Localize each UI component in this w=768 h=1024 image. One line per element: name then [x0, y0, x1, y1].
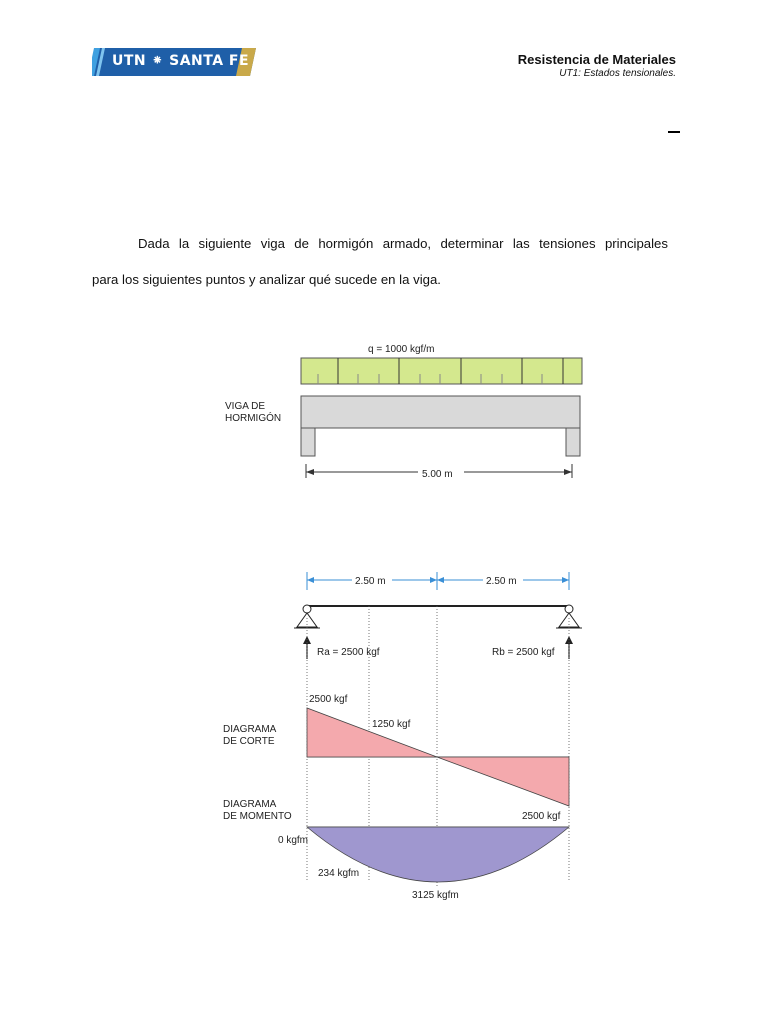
right-column — [566, 428, 580, 456]
dash-mark — [668, 131, 680, 133]
shear-title-line-2: DE CORTE — [223, 736, 275, 747]
document-title: Resistencia de Materiales — [517, 52, 676, 67]
moment-title-line-1: DIAGRAMA — [223, 799, 277, 810]
distributed-load-block — [301, 358, 582, 384]
moment-zero-value: 0 kgfm — [278, 835, 309, 846]
shear-left-value: 2500 kgf — [309, 694, 348, 705]
left-column — [301, 428, 315, 456]
beam-load-figure — [222, 336, 590, 484]
paragraph-line-1: Dada la siguiente viga de hormigón armado, determinar las tensiones principales — [138, 236, 668, 251]
shear-moment-figure — [222, 566, 588, 906]
shear-quarter-value: 1250 kgf — [372, 719, 411, 730]
dimension-right-label: 2.50 m — [486, 576, 517, 587]
shear-title-line-1: DIAGRAMA — [223, 724, 277, 735]
reaction-a-label: Ra = 2500 kgf — [317, 647, 380, 658]
shear-right-value: 2500 kgf — [522, 811, 561, 822]
moment-quarter-value: 234 kgfm — [318, 868, 360, 879]
beam-label-line-1: VIGA DE — [225, 401, 266, 412]
beam-label-line-2: HORMIGÓN — [225, 413, 282, 424]
moment-max-value: 3125 kgfm — [412, 890, 459, 901]
span-label: 5.00 m — [422, 469, 453, 480]
logo-text: UTN ⁕ SANTA FE — [112, 53, 250, 69]
problem-statement — [92, 226, 668, 298]
document-subtitle: UT1: Estados tensionales. — [559, 68, 676, 79]
reaction-b-label: Rb = 2500 kgf — [492, 647, 555, 658]
dimension-left-label: 2.50 m — [355, 576, 386, 587]
concrete-beam — [301, 396, 580, 428]
moment-title-line-2: DE MOMENTO — [223, 811, 292, 822]
paragraph-line-2: para los siguientes puntos y analizar qué sucede en la viga. — [92, 272, 441, 287]
load-label: q = 1000 kgf/m — [368, 344, 435, 355]
